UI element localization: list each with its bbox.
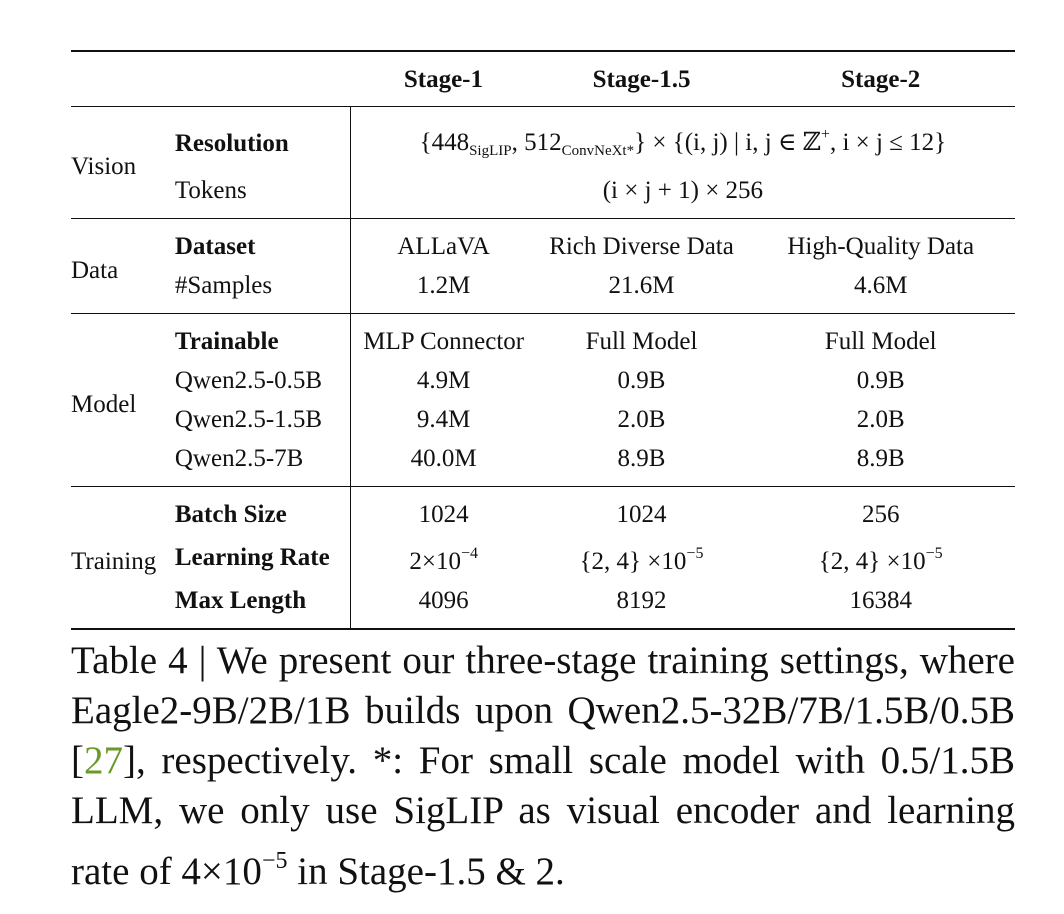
cell-maxlen-stage-1: 4096 — [350, 581, 536, 629]
cell-qwen-1-5b-stage-1-5: 2.0B — [617, 406, 666, 433]
group-training: Training — [71, 548, 157, 575]
cell-lr-stage-1-5: {2, $4\} \times 10^{-5}$ — [579, 545, 704, 575]
cell-qwen-1-5b-stage-1: 9.4M — [350, 400, 536, 439]
table-caption: Table 4 | We present our three-stage training settings, where Eagle2-9B/2B/1B builds upon Qwen2.5-32B/7B/1.5B/0.5B [27], respectively. *: For small scale model with 0.5/1.5B LLM, we only use SigLIP as visual encoder and learning rate of $4\times 10^{-5}$ in Stage-1.5 & 2. — [71, 639, 1015, 893]
cell-dataset-stage-1: ALLaVA — [350, 219, 536, 267]
group-model: Model — [71, 390, 137, 418]
cell-batch-stage-1-5: 1024 — [616, 501, 667, 528]
table-row — [71, 487, 1015, 535]
row-label-batch-size: Batch Size — [174, 501, 287, 528]
row-label-qwen-7b: Qwen2.5-7B — [174, 445, 304, 472]
row-label-samples: #Samples — [174, 272, 273, 299]
table-row — [71, 171, 1015, 219]
row-label-tokens: Tokens — [174, 177, 247, 204]
row-label-max-length: Max Length — [174, 587, 307, 614]
cell-samples-stage-1: 1.2M — [350, 266, 536, 314]
header-stage-2: Stage-2 — [841, 65, 921, 93]
cell-batch-stage-2: 256 — [861, 501, 900, 528]
cell-maxlen-stage-1-5: 8192 — [616, 587, 667, 614]
vision-section — [71, 107, 1015, 219]
row-label-qwen-1-5b: Qwen2.5-1.5B — [174, 406, 323, 433]
table-row — [71, 219, 1015, 267]
cell-batch-stage-1: 1024 — [350, 487, 536, 535]
cell-dataset-stage-2: High-Quality Data — [787, 233, 975, 260]
resolution-value: {$448_{SigLIP}$, $512_{ConvNeXt*}\} \times \{(i$, j) | i, j ∈ ℤ+, i × j ≤ 12} — [350, 107, 1015, 172]
header-empty-group — [71, 51, 175, 107]
model-section — [71, 314, 1015, 487]
cell-samples-stage-2: 4.6M — [853, 272, 908, 299]
row-label-qwen-0-5b: Qwen2.5-0.5B — [174, 367, 323, 394]
cell-qwen-7b-stage-2: 8.9B — [856, 445, 905, 472]
data-section — [71, 219, 1015, 314]
cell-trainable-stage-1: MLP Connector — [350, 314, 536, 362]
cell-qwen-7b-stage-1: 40.0M — [350, 439, 536, 487]
training-settings-table — [71, 50, 1015, 630]
table-row — [71, 361, 1015, 400]
cell-trainable-stage-1-5: Full Model — [585, 328, 698, 355]
header-stage-1: Stage-1 — [403, 65, 483, 93]
group-data: Data — [71, 256, 119, 284]
header-row — [71, 51, 1015, 107]
training-section — [71, 487, 1015, 630]
cell-qwen-0-5b-stage-2: 0.9B — [856, 367, 905, 394]
row-label-trainable: Trainable — [174, 328, 279, 355]
row-label-dataset: Dataset — [174, 233, 256, 260]
cell-qwen-0-5b-stage-1-5: 0.9B — [617, 367, 666, 394]
cell-dataset-stage-1-5: Rich Diverse Data — [549, 233, 734, 260]
cell-lr-stage-1: $2\times 10^{-4}$ — [350, 534, 536, 581]
table-row — [71, 581, 1015, 629]
header-stage-1-5: Stage-1.5 — [592, 65, 691, 93]
row-label-resolution: Resolution — [174, 129, 289, 157]
tokens-value: (i × j + 1) × 256 — [350, 171, 1015, 219]
table-row — [71, 314, 1015, 362]
row-label-learning-rate: Learning Rate — [174, 544, 330, 571]
cell-trainable-stage-2: Full Model — [824, 328, 937, 355]
table-row — [71, 534, 1015, 581]
cell-samples-stage-1-5: 21.6M — [608, 272, 675, 299]
cell-lr-stage-2: {2, $4\} \times 10^{-5}$ — [818, 545, 943, 575]
table-row — [71, 266, 1015, 314]
cell-maxlen-stage-2: 16384 — [849, 587, 912, 614]
cell-qwen-7b-stage-1-5: 8.9B — [617, 445, 666, 472]
citation-link[interactable]: 27 — [84, 739, 123, 782]
cell-qwen-0-5b-stage-1: 4.9M — [350, 361, 536, 400]
table-row — [71, 107, 1015, 172]
table-row — [71, 400, 1015, 439]
table-row — [71, 439, 1015, 487]
header-empty-label — [175, 51, 350, 107]
group-vision: Vision — [71, 153, 137, 180]
cell-qwen-1-5b-stage-2: 2.0B — [856, 406, 905, 433]
